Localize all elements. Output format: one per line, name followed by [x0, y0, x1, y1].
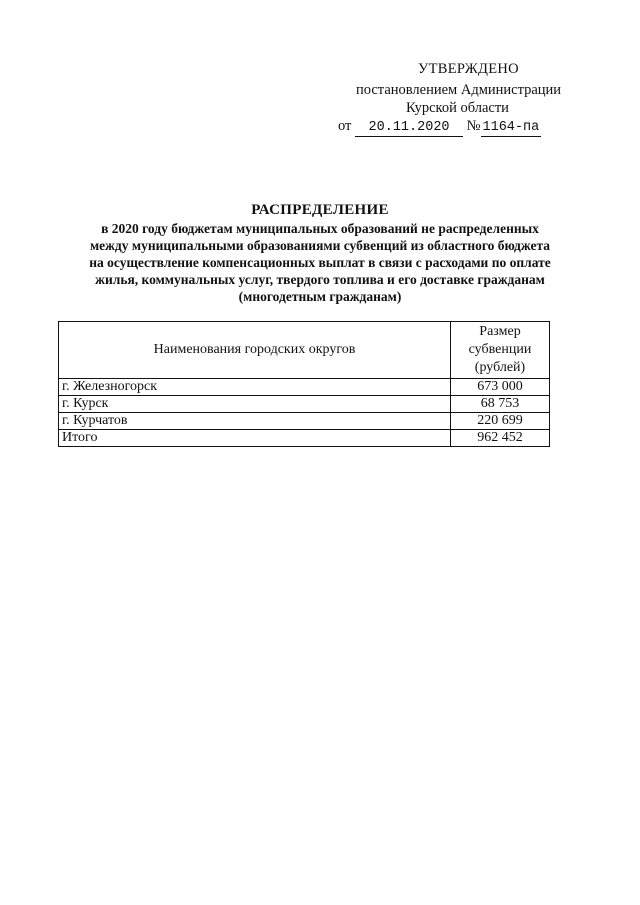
- document-title: РАСПРЕДЕЛЕНИЕ: [251, 202, 389, 218]
- row-name: г. Курск: [59, 396, 451, 413]
- amount-header-line: (рублей): [474, 360, 526, 375]
- approval-title: УТВЕРЖДЕНО: [418, 61, 519, 77]
- row-amount: 673 000: [451, 379, 550, 396]
- row-name: г. Железногорск: [59, 379, 451, 396]
- approval-date: 20.11.2020: [355, 120, 463, 137]
- heading-line-3: на осуществление компенсационных выплат в связи с расходами по оплате: [89, 255, 551, 270]
- table-row-total: [59, 430, 550, 447]
- table-row: [59, 413, 550, 430]
- approval-number: 1164-па: [482, 120, 540, 135]
- column-header-name: Наименования городских округов: [59, 322, 451, 379]
- heading-line-1: в 2020 году бюджетам муниципальных образований не распределенных: [101, 221, 539, 236]
- table-header-row: [59, 322, 550, 379]
- row-amount: 962 452: [451, 430, 550, 447]
- heading-line-5: (многодетным гражданам): [238, 289, 402, 304]
- amount-header-line: Размер: [479, 324, 521, 339]
- approval-line-1: постановлением Администрации: [356, 82, 562, 98]
- column-header-amount: [451, 322, 550, 379]
- document-heading: [50, 201, 590, 305]
- table-row: [59, 379, 550, 396]
- approval-date-line: [338, 117, 541, 137]
- row-amount: 68 753: [451, 396, 550, 413]
- approval-date-prefix: от: [338, 118, 352, 134]
- row-name: г. Курчатов: [59, 413, 451, 430]
- amount-header-line: субвенции: [468, 342, 532, 357]
- approval-number-prefix: №: [466, 118, 481, 134]
- row-amount: 220 699: [451, 413, 550, 430]
- approval-line-2: Курской области: [406, 100, 509, 116]
- heading-line-4: жилья, коммунальных услуг, твердого топлива и его доставке гражданам: [95, 272, 545, 287]
- table-row: [59, 396, 550, 413]
- heading-line-2: между муниципальными образованиями субвенций из областного бюджета: [89, 238, 551, 253]
- row-name: Итого: [59, 430, 451, 447]
- distribution-table: [58, 321, 550, 447]
